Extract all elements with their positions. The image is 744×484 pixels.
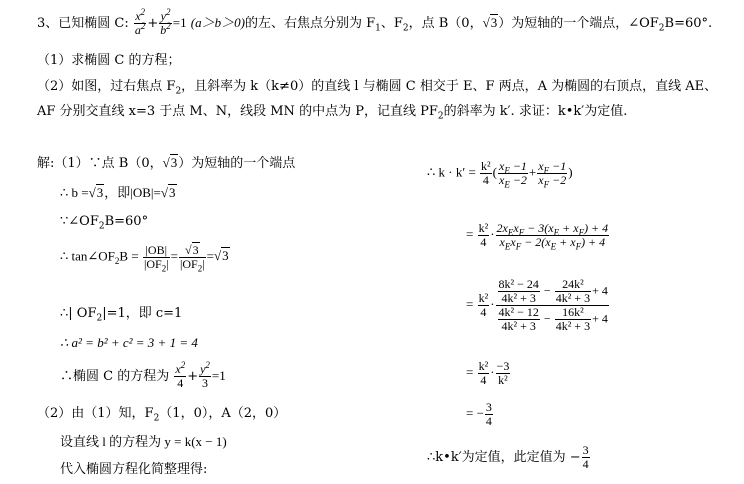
ellipse-x-term: $\frac{x^2}{a^2}$ [134,7,146,37]
solution-step-of2: ∴| $OF_2|=1$，即 c=1 [60,306,183,324]
solution-step-tan: ∴ $\tan\angle OF_2B$ = $\frac{|OB|}{|OF_2|}$ = $\frac{√3}{|OF_2|}$ =√3 [60,243,229,274]
problem-line-1: 3、已知椭圆 C: $\frac{x^2}{a^2}$ + $\frac{y^2}{b^2}$ =1 (a＞b＞0)的左、右焦点分别为 $F_1$、$F_2$，点 B（0，√3）为短轴的一个端点，$\angle OF_2B=60^\circ$. [37,7,713,37]
problem-angle: B=60°. [664,16,713,31]
result-row-1: ∴ k · k′ = $\frac{\text{k²}}{4}$ ( $\frac{x_E -1}{x_E -2}$ + $\frac{x_F -1}{x_F -2}$ ) [427,159,573,190]
ellipse-y-term: $\frac{y^2}{b^2}$ [160,7,171,37]
problem-intro: 已知椭圆 C: [58,16,129,31]
solution-part-2-given: （2）由（1）知，$F_2(1$，0），A（2，0） [37,406,287,424]
frac-ob-of2: $\frac{|OB|}{|OF_2|}$ [143,243,169,274]
sqrt-icon: √3 [482,15,498,30]
solution-step-equation: ∴椭圆 C 的方程为 $\frac{x^2}{4}$ + $\frac{y^2}{3}$ =1 [60,360,226,390]
result-row-3: = $\frac{\text{k²}}{4}$ · $\frac{\text{8k² − 24}}{\text{4k² + 3}}$ − $\frac{\text{24k²}}{\text{4k² + 3}}$ + 4 $\frac{\text{4k² − 12}}{\text{4k² + 3}}$ − $\frac{\text{16k²}}{\text{4k² + 3}}$ + 4 [466,277,608,333]
problem-part-2-line-1: （2）如图，过右焦点 $F_2$，且斜率为 k（k≠0）的直线 l 与椭圆 C 相交于 E、F 两点，A 为椭圆的右顶点，直线 AE、 [37,79,718,97]
solution-substitute: 代入椭圆方程化简整理得: [60,462,208,477]
problem-after-ellipse: 的左、右焦点分别为 F [244,16,376,31]
solution-line-l: 设直线 l 的方程为 y = k(x − 1) [60,434,227,449]
problem-after-B: ）为短轴的一个端点，∠OF [498,16,659,31]
problem-part-1: （1）求椭圆 C 的方程； [37,53,181,68]
solution-step-a2: ∴ a² = b² + c² = 3 + 1 = 4 [60,335,198,350]
solution-heading: 解:（1）∵点 B（0，√3）为短轴的一个端点 [37,155,296,171]
ellipse-condition: (a＞b＞0) [190,15,245,30]
result-row-5: = − $\frac{3}{4}$ [466,400,492,428]
result-row-2: = $\frac{\text{k²}}{4}$ · $\frac{2x_Ex_F - 3(x_E + x_F) + 4}{x_Ex_F - 2(x_E + x_F) + 4}$ [466,221,609,252]
frac-sqrt3-of2: $\frac{√3}{|OF_2|}$ [179,243,205,274]
problem-point-B: ，点 B（0， [408,16,483,31]
problem-part-2-line-2: AF 分别交直线 x=3 于点 M、N，线段 MN 的中点为 P，记直线 $PF_2$的斜率为 k′. 求证：k•k′为定值. [37,104,628,122]
problem-number: 3、 [37,16,59,31]
solution-step-b: ∴ b =√3，即|OB|=√3 [60,185,176,200]
solution-step-angle: $\because\angle OF_2B=60^\circ$ [60,214,149,232]
result-row-4: = $\frac{\text{k²}}{4}$ · $\frac{-3}{\text{k²}}$ [466,359,510,387]
conclusion: ∴k•k′为定值，此定值为 − $\frac{3}{4}$ [427,443,589,471]
